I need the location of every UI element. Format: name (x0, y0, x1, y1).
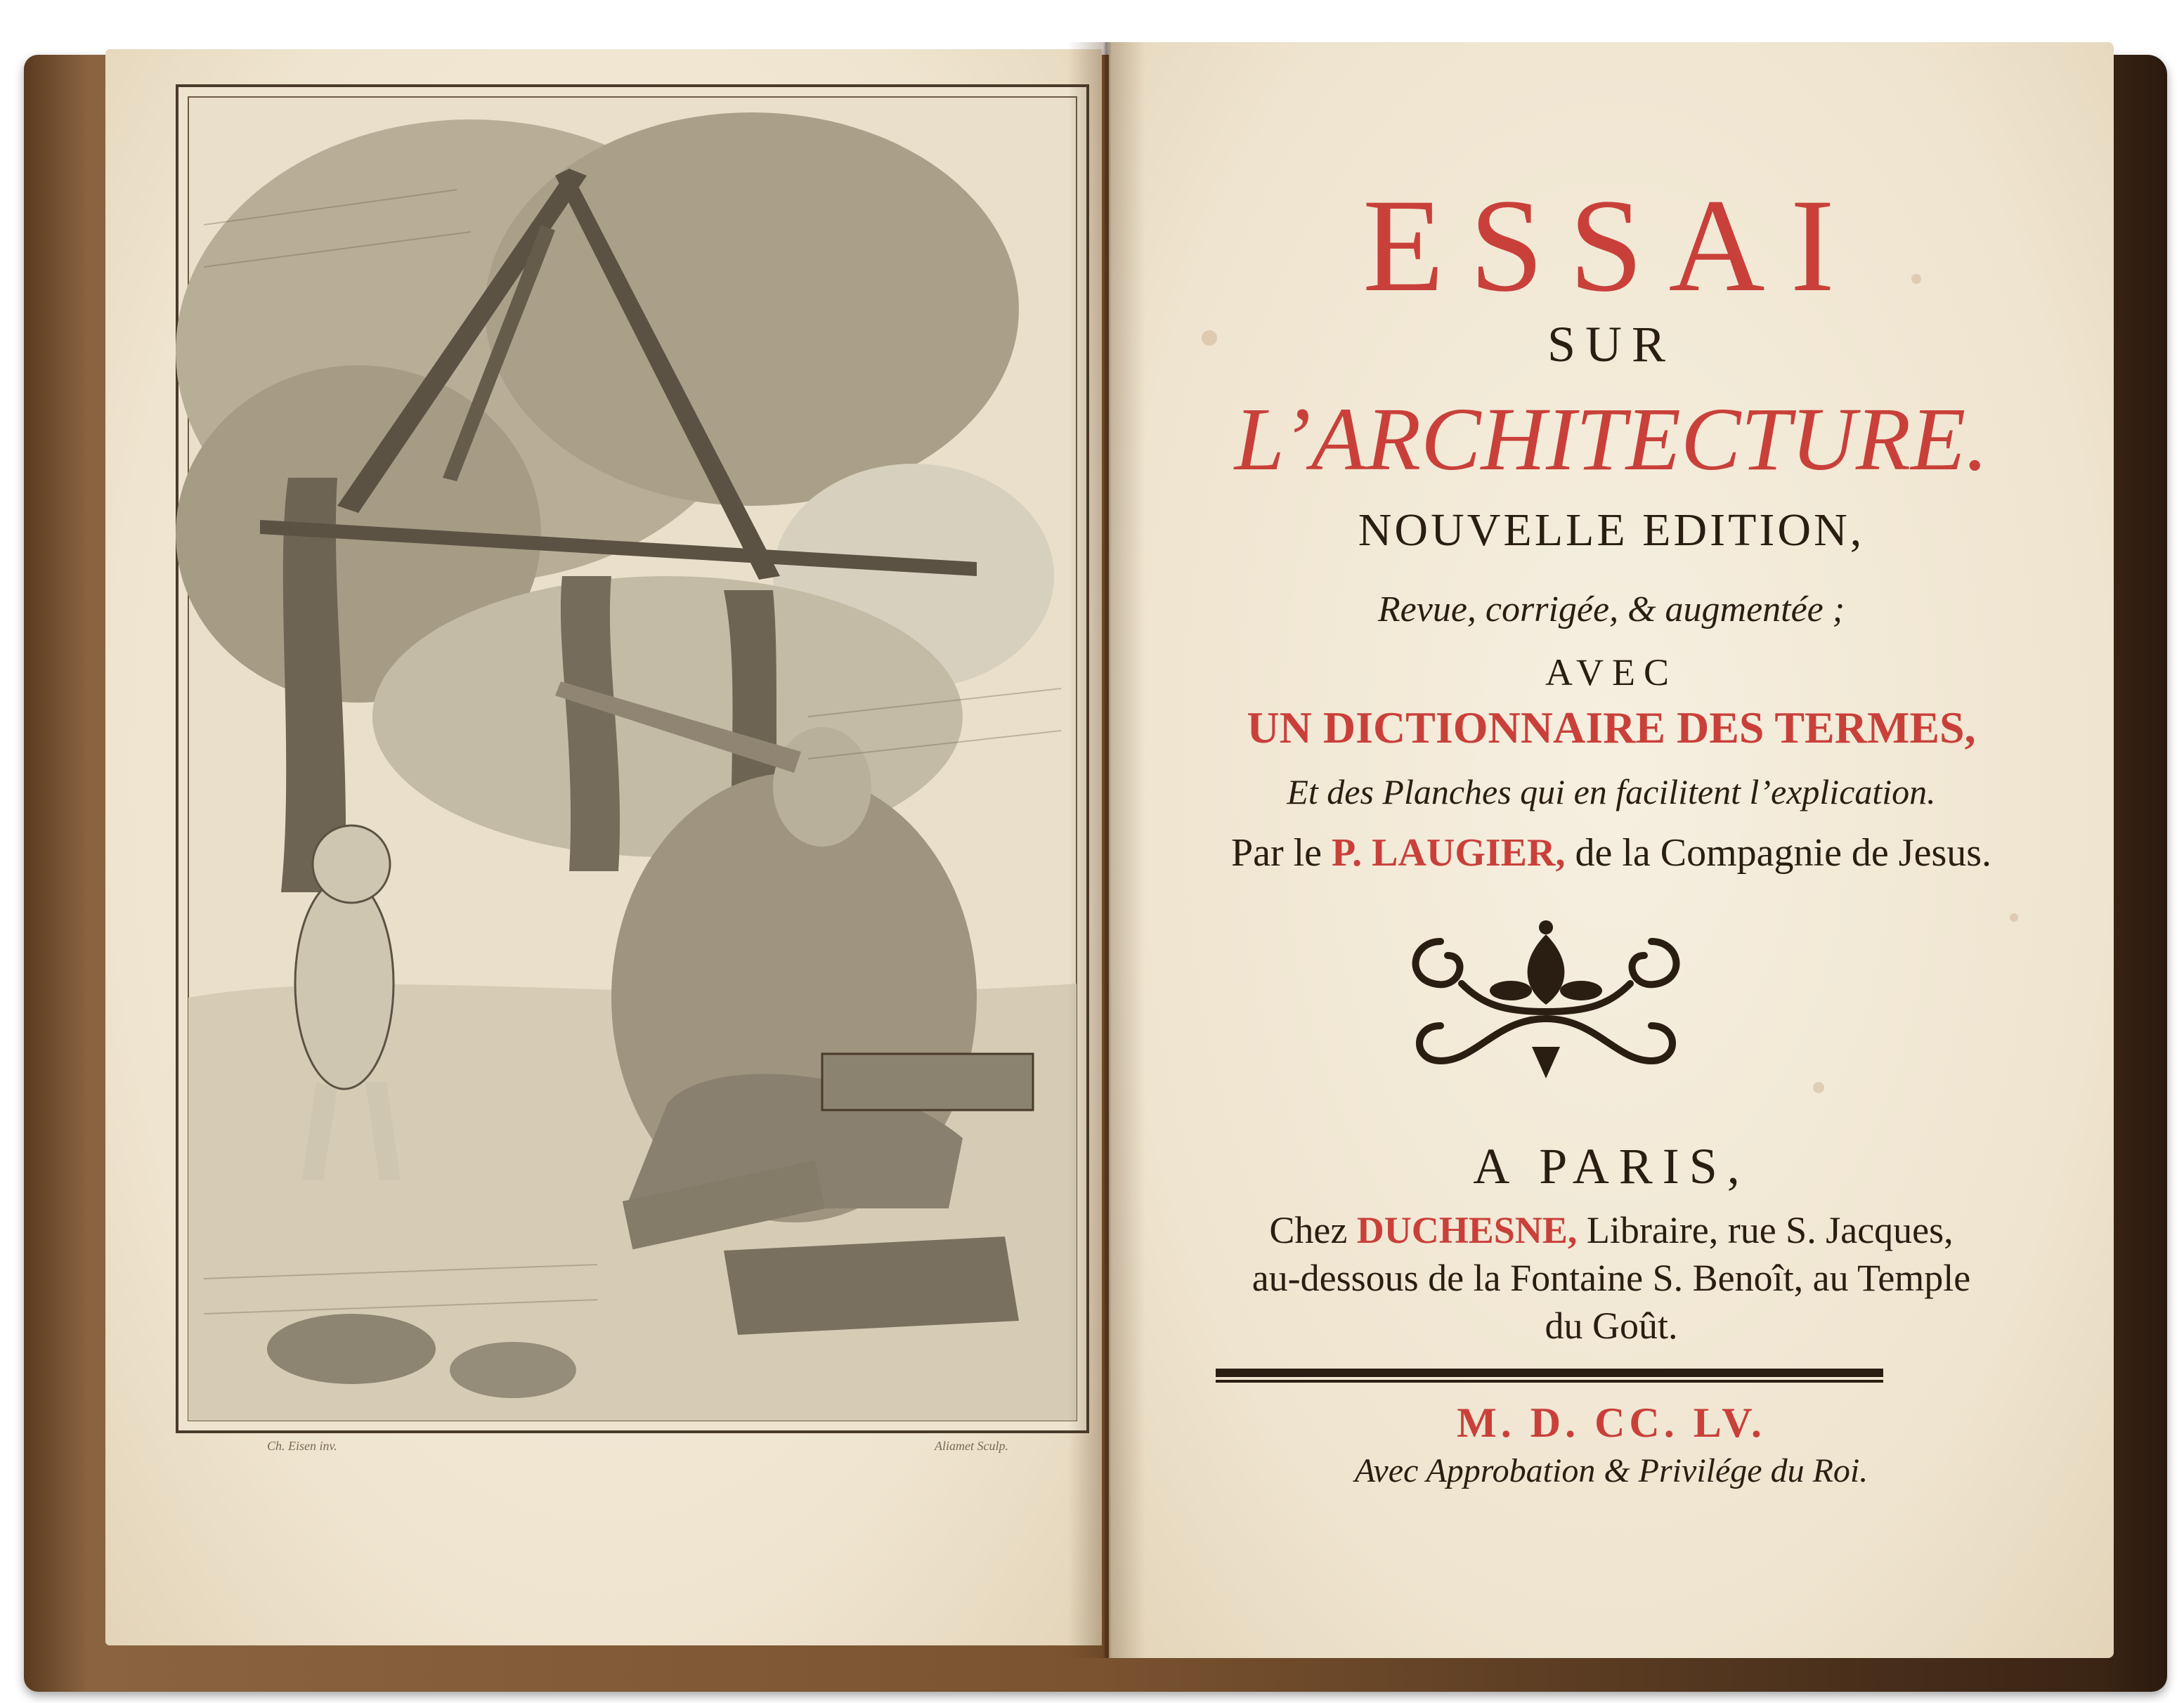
publisher-suffix: Libraire, rue S. Jacques, (1586, 1209, 1954, 1251)
publisher-name: DUCHESNE, (1356, 1209, 1578, 1251)
privilege-line: Avec Approbation & Privilége du Roi. (1354, 1452, 1868, 1489)
imprint-date: M. D. CC. LV. (1457, 1399, 1766, 1446)
revised-line: Revue, corrigée, & augmentée ; (1377, 589, 1845, 629)
frontispiece-engraving (176, 84, 1089, 1433)
author-name: P. LAUGIER, (1332, 831, 1566, 875)
double-rule (1216, 1369, 1883, 1384)
publisher-prefix: Chez (1269, 1209, 1348, 1251)
address-line-1: au-dessous de la Fontaine S. Benoît, au Temple (1252, 1257, 1971, 1299)
publisher-line (1109, 1208, 2114, 1252)
avec-line: AVEC (1545, 651, 1678, 693)
plates-line: Et des Planches qui en facilitent l’explication. (1287, 772, 1936, 811)
city-line: A PARIS, (1473, 1138, 1750, 1194)
dictionary-line: UN DICTIONNAIRE DES TERMES, (1247, 703, 1976, 752)
author-prefix: Par le (1230, 831, 1322, 875)
foxing-spot (1813, 1082, 1824, 1093)
author-suffix: de la Compagnie de Jesus. (1575, 831, 1992, 875)
title-architecture: L’ARCHITECTURE. (1234, 389, 1989, 489)
title-essai: ESSAI (1363, 172, 1860, 320)
author-line (1109, 830, 2114, 875)
designer-credit: Ch. Eisen inv. (267, 1439, 337, 1453)
edition-line: NOUVELLE EDITION, (1358, 504, 1865, 556)
address-line-2: du Goût. (1545, 1305, 1678, 1347)
printers-ornament (1398, 913, 1694, 1082)
title-sur: SUR (1547, 316, 1676, 372)
engraver-credit: Aliamet Sculp. (935, 1439, 1008, 1453)
foxing-spot (2010, 913, 2018, 922)
